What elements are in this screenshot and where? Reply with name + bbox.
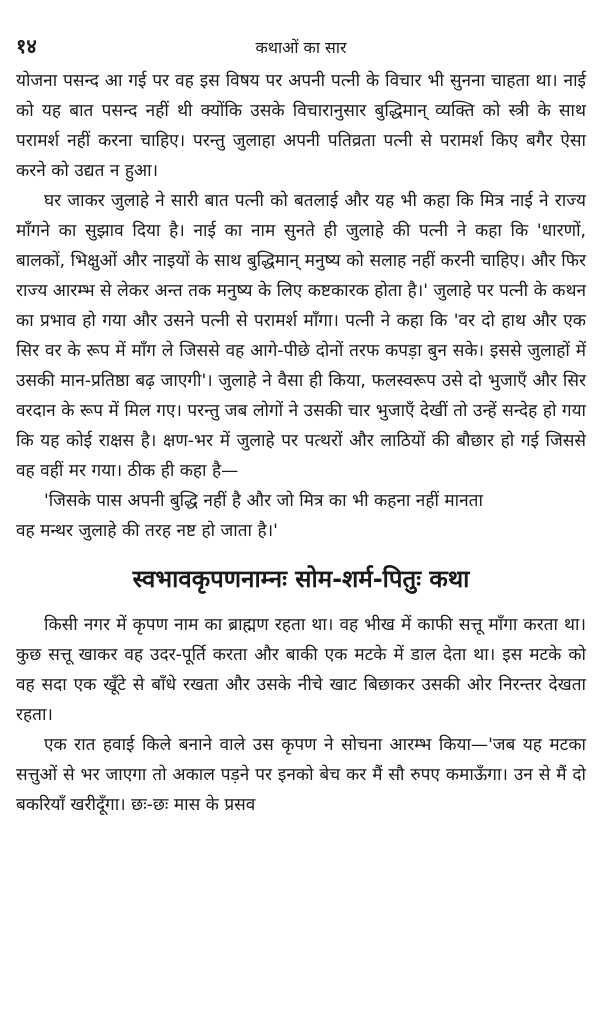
paragraph-4: एक रात हवाई किले बनाने वाले उस कृपण ने सोचना आरम्भ किया—'जब यह मटका सत्तुओं से भर जाएगा तो अकाल पड़ने पर इनको बेच कर मैं सौ रुपए कमाऊँगा। उन से मैं दो बकरियाँ खरीदूँगा। छः-छः मास के प्रसव (16, 735, 586, 815)
paragraph-2: घर जाकर जुलाहे ने सारी बात पत्नी को बतलाई और यह भी कहा कि मित्र नाई ने राज्य माँगने का सुझाव दिया है। नाई का नाम सुनते ही जुलाहे की पत्नी ने कहा कि 'धारणों, बालकों, भिक्षुओं और नाइयों के साथ बुद्धिमान् मनुष्य को सलाह नहीं करनी चाहिए। और फिर राज्य आरम्भ से लेकर अन्त तक मनुष्य के लिए कष्टकारक होता है।' जुलाहे पर पत्नी के कथन का प्रभाव हो गया और उसने पत्नी से परामर्श माँगा। पत्नी ने कहा कि 'वर दो हाथ और एक सिर वर के रूप में माँग ले जिससे वह आगे-पीछे दोनों तरफ कपड़ा बुन सके। इससे जुलाहों में उसकी मान-प्रतिष्ठा बढ़ जाएगी'। जुलाहे ने वैसा ही किया, फलस्वरूप उसे दो भुजाएँ और सिर वरदान के रूप में मिल गए। परन्तु जब लोगों ने उसकी चार भुजाएँ देखीं तो उन्हें सन्देह हो गया कि यह कोई राक्षस है। क्षण-भर में जुलाहे पर पत्थरों और लाठियों की बौछार हो गई जिससे वह वहीं मर गया। ठीक ही कहा है— (16, 191, 586, 481)
section-heading: स्वभावकृपणनाम्नः सोम-शर्म-पितुः कथा (132, 565, 470, 593)
page-number: १४ (16, 34, 37, 58)
paragraph-1: योजना पसन्द आ गई पर वह इस विषय पर अपनी पत्नी के विचार भी सुनना चाहता था। नाई को यह बात पसन्द नहीं थी क्योंकि उसके विचारानुसार बुद्धिमान् व्यक्ति को स्त्री के साथ परामर्श नहीं करना चाहिए। परन्तु जुलाहा अपनी पतिव्रता पत्नी से परामर्श किए बगैर ऐसा करने को उद्यत न हुआ। (16, 71, 586, 181)
quote-line-2: वह मन्थर जुलाहे की तरह नष्ट हो जाता है।' (16, 521, 278, 541)
paragraph-3: किसी नगर में कृपण नाम का ब्राह्मण रहता था। वह भीख में काफी सत्तू माँगा करता था। कुछ सत्तू खाकर वह उदर-पूर्ति करता और बाकी एक मटके में डाल देता था। इस मटके को वह सदा एक खूँटे से बाँधे रखता और उसके नीचे खाट बिछाकर उसकी ओर निरन्तर देखता रहता। (16, 615, 586, 725)
quote-line-1: 'जिसके पास अपनी बुद्धि नहीं है और जो मित्र का भी कहना नहीं मानता (44, 491, 483, 511)
page-header (16, 22, 586, 66)
running-head: कथाओं का सार (255, 38, 347, 57)
